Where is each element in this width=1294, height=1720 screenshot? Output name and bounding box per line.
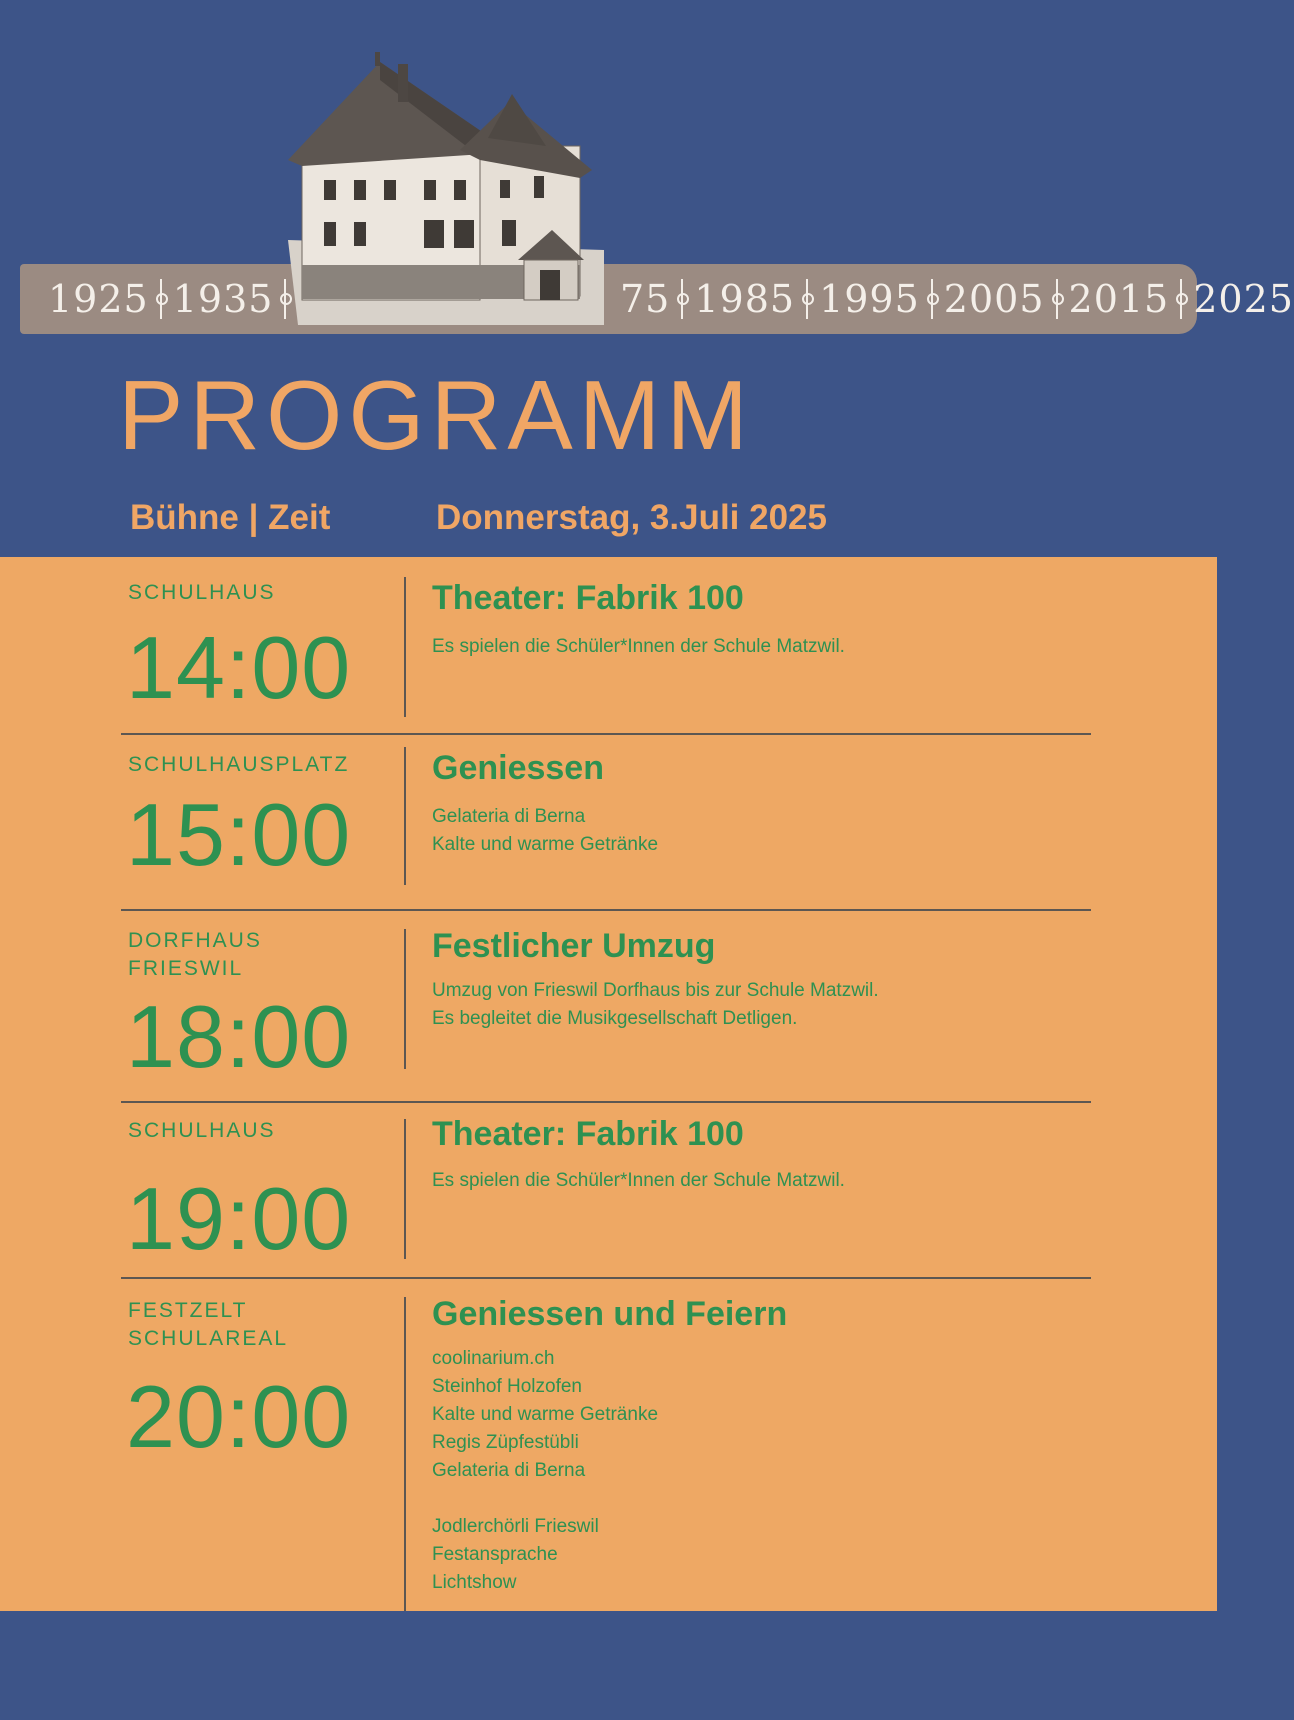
timeline-separator: [153, 275, 169, 323]
event-detail-line: Kalte und warme Getränke: [432, 834, 659, 855]
column-divider: [404, 577, 406, 717]
timeline-year: 2025: [1193, 277, 1294, 321]
event-detail-line: Es spielen die Schüler*Innen der Schule Matzwil.: [432, 636, 845, 657]
event-details: [432, 977, 879, 1033]
column-divider: [404, 1297, 406, 1613]
footer-band: [0, 1611, 1217, 1720]
event-venue: SCHULHAUS: [128, 1119, 276, 1142]
timeline-year: 1985: [694, 277, 796, 321]
timeline-year: 2015: [1068, 277, 1170, 321]
event-detail-line: Festansprache: [432, 1544, 558, 1565]
schoolhouse-illustration: [288, 50, 604, 325]
event-venue: SCHULHAUS: [128, 581, 276, 604]
event-time: 18:00: [126, 987, 352, 1086]
date-header: Donnerstag, 3.Juli 2025: [436, 498, 827, 537]
event-venue: SCHULHAUSPLATZ: [128, 753, 350, 776]
event-venue: DORFHAUS FRIESWIL: [128, 929, 262, 980]
event-detail-line: Lichtshow: [432, 1572, 517, 1593]
timeline-separator: [1173, 275, 1189, 323]
event-detail-line: Regis Züpfestübli: [432, 1432, 579, 1453]
event-venue: FESTZELT SCHULAREAL: [128, 1299, 289, 1350]
event-time: 15:00: [126, 785, 352, 884]
event-title: Geniessen: [432, 749, 604, 787]
event-detail-line: Gelateria di Berna: [432, 1460, 586, 1481]
event-detail-line: Umzug von Frieswil Dorfhaus bis zur Schule Matzwil.: [432, 980, 879, 1001]
event-title: Festlicher Umzug: [432, 927, 716, 965]
event-detail-line: Jodlerchörli Frieswil: [432, 1516, 599, 1537]
timeline-separator: [799, 275, 815, 323]
timeline-years-right: [620, 264, 1294, 334]
event-title: Geniessen und Feiern: [432, 1295, 788, 1333]
row-divider: [121, 733, 1091, 735]
event-details: [432, 633, 845, 661]
column-divider: [404, 747, 406, 885]
event-detail-line: Es begleitet die Musikgesellschaft Detligen.: [432, 1008, 798, 1029]
timeline-band: [20, 264, 1294, 334]
event-time: 14:00: [126, 618, 352, 717]
timeline-year: 2005: [943, 277, 1045, 321]
timeline-separator: [1049, 275, 1065, 323]
timeline-year: 1925: [48, 277, 149, 321]
page-title: PROGRAMM: [118, 360, 754, 470]
column-divider: [404, 1119, 406, 1259]
program-list: [0, 557, 1217, 1611]
event-title: Theater: Fabrik 100: [432, 1115, 744, 1153]
timeline-year: 1935: [172, 277, 274, 321]
event-title: Theater: Fabrik 100: [432, 579, 744, 617]
column-divider: [404, 929, 406, 1069]
timeline-separator: [674, 275, 690, 323]
stage-time-header: Bühne | Zeit: [130, 498, 331, 537]
row-divider: [121, 1277, 1091, 1279]
timeline-year: 1995: [819, 277, 920, 321]
event-detail-line: coolinarium.ch: [432, 1348, 555, 1369]
timeline-separator: [924, 275, 940, 323]
event-detail-line: Es spielen die Schüler*Innen der Schule Matzwil.: [432, 1170, 845, 1191]
event-time: 19:00: [126, 1169, 352, 1268]
header: [0, 0, 1294, 557]
event-detail-line: [432, 1485, 658, 1513]
event-details: [432, 1345, 658, 1597]
event-detail-line: Gelateria di Berna: [432, 806, 586, 827]
timeline-year: 75: [620, 277, 671, 321]
row-divider: [121, 1101, 1091, 1103]
event-time: 20:00: [126, 1367, 352, 1466]
event-detail-line: Kalte und warme Getränke: [432, 1404, 659, 1425]
event-details: [432, 803, 658, 859]
event-detail-line: Steinhof Holzofen: [432, 1376, 582, 1397]
row-divider: [121, 909, 1091, 911]
event-details: [432, 1167, 845, 1195]
